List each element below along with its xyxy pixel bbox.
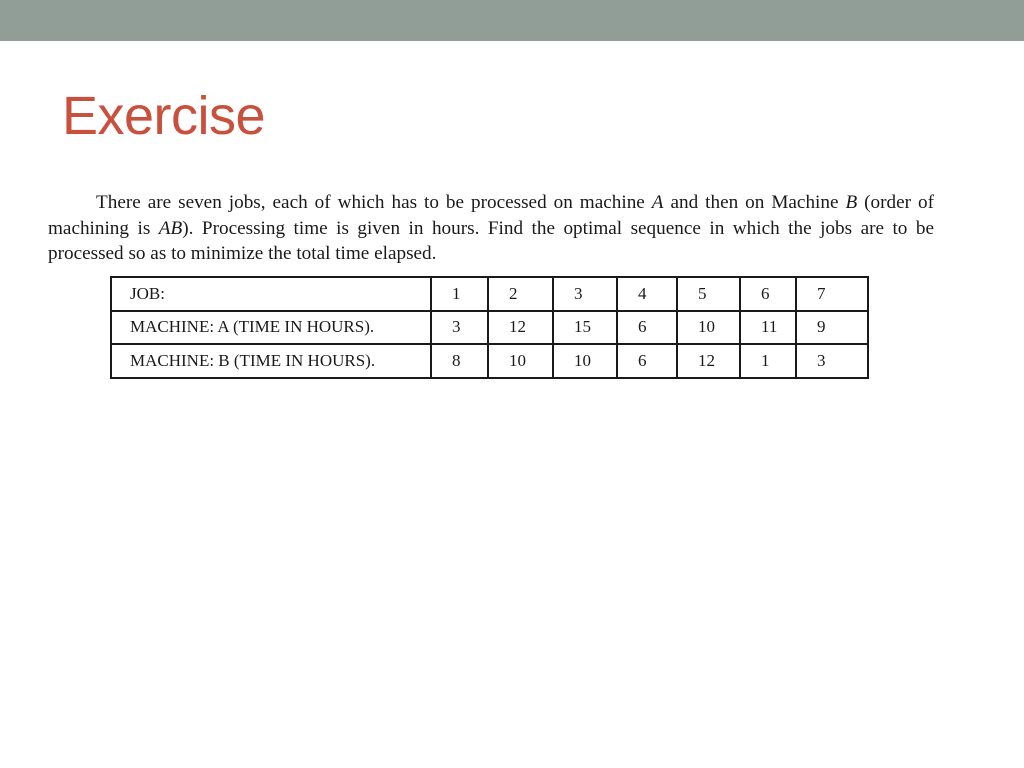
table-cell: 15 bbox=[553, 311, 617, 345]
problem-statement bbox=[48, 190, 934, 267]
table-cell: 12 bbox=[488, 311, 553, 345]
table-cell: 11 bbox=[740, 311, 796, 345]
machine-a-italic: A bbox=[651, 192, 664, 213]
table-cell: 12 bbox=[677, 344, 740, 378]
table-cell: 10 bbox=[553, 344, 617, 378]
table-cell: 6 bbox=[617, 344, 677, 378]
row-label: MACHINE: B (TIME IN HOURS). bbox=[111, 344, 431, 378]
machining-order-italic: AB bbox=[158, 217, 183, 239]
problem-text: and then on Machine bbox=[663, 192, 846, 213]
row-label: JOB: bbox=[111, 277, 431, 311]
table-cell: 4 bbox=[617, 277, 677, 311]
table-cell: 7 bbox=[796, 277, 868, 311]
table-cell: 1 bbox=[740, 344, 796, 378]
table-cell: 6 bbox=[740, 277, 796, 311]
table-cell: 10 bbox=[488, 344, 553, 378]
top-bar bbox=[0, 0, 1024, 41]
table-cell: 8 bbox=[431, 344, 488, 378]
table-row-job bbox=[111, 277, 868, 311]
row-label: MACHINE: A (TIME IN HOURS). bbox=[111, 311, 431, 345]
table-cell: 6 bbox=[617, 311, 677, 345]
machine-b-italic: B bbox=[845, 192, 858, 213]
table-cell: 3 bbox=[553, 277, 617, 311]
table-cell: 2 bbox=[488, 277, 553, 311]
table-cell: 1 bbox=[431, 277, 488, 311]
table-cell: 3 bbox=[431, 311, 488, 345]
table-cell: 10 bbox=[677, 311, 740, 345]
table-cell: 3 bbox=[796, 344, 868, 378]
table-cell: 5 bbox=[677, 277, 740, 311]
slide-title: Exercise bbox=[62, 86, 266, 146]
problem-text: (order of machining is bbox=[48, 192, 934, 239]
problem-text: ). Processing time is given in hours. Find the optimal sequence in which the jobs are to be processed so as to minimize the total time elapsed. bbox=[48, 217, 935, 264]
table-row-machine-b bbox=[111, 344, 868, 378]
processing-time-table bbox=[110, 276, 869, 379]
problem-text: There are seven jobs, each of which has to be processed on machine bbox=[96, 192, 652, 213]
table-cell: 9 bbox=[796, 311, 868, 345]
table-row-machine-a bbox=[111, 311, 868, 345]
